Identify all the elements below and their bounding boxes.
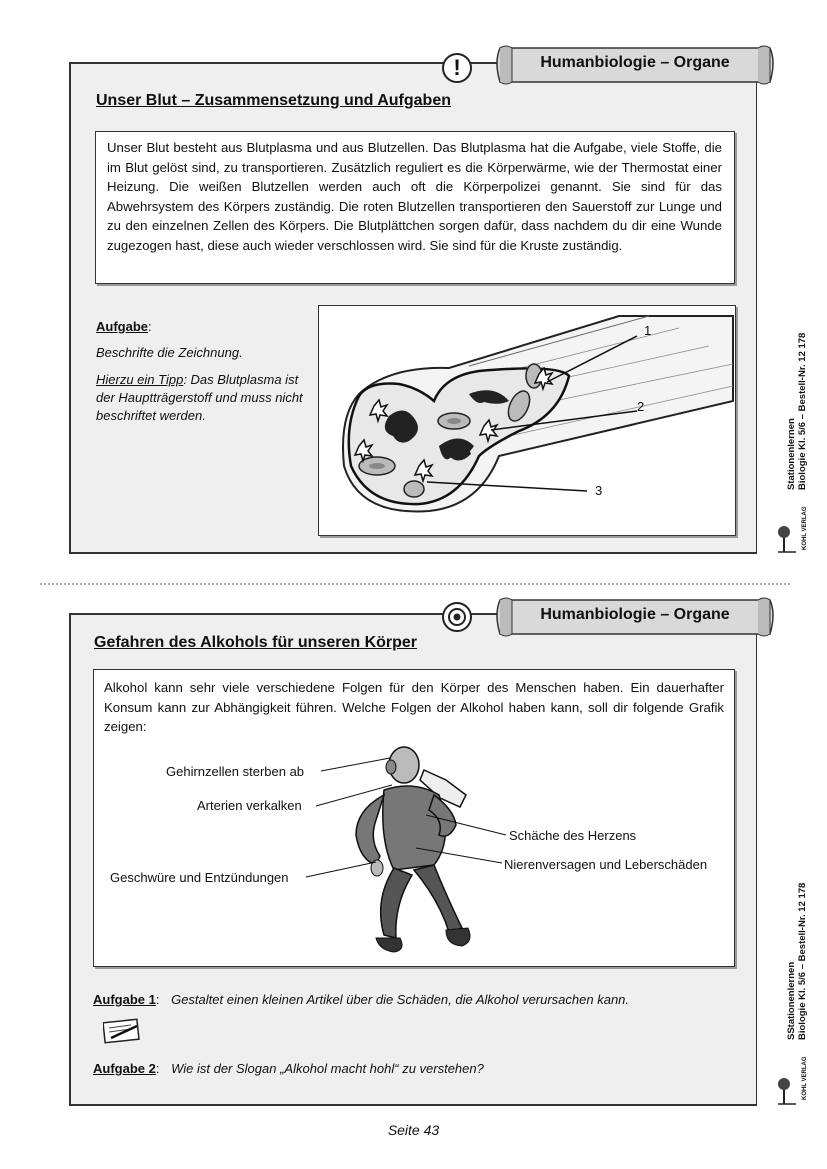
page-divider <box>40 583 790 585</box>
label-ulcers: Geschwüre und Entzündungen <box>110 870 289 885</box>
publisher-name-1: KOHL VERLAG <box>802 506 808 550</box>
publisher-logo-1 <box>776 522 802 556</box>
section-title-blood: Unser Blut – Zusammensetzung und Aufgaben <box>96 92 451 109</box>
blood-paragraph: Unser Blut besteht aus Blutplasma und aus Blutzellen. Das Blutplasma hat die Aufgabe, viele Stoffe, die im Blut gelöst sind, zu transportieren. Zusätzlich reguliert es die Körperwärme, wie der Thermostat einer Heizung. Die weißen Blutzellen werden auch oft die Körperpolizei genannt. Sie sind für das Abwehrsystem des Körpers zuständig. Die roten Blutzellen transportieren den Sauerstoff zur Lunge und zu den einzelnen Zellen des Körpers. Die Blutplättchen sorgen dafür, dass nachdem du dir eine Wunde zugezogen hast, diese auch wieder verschlossen wird. Sie sind für die Kruste zuständig. <box>107 140 722 253</box>
tip-text: Hierzu ein Tipp: Das Blutplasma ist der Hauptträgerstoff und muss nicht beschriftet werden. <box>96 372 303 423</box>
alcohol-graphic-box <box>93 669 735 967</box>
task-heading: Aufgabe: <box>96 319 152 334</box>
section-title-alcohol: Gefahren des Alkohols für unseren Körper <box>94 634 418 651</box>
task-2-text: Wie ist der Slogan „Alkohol macht hohl“ zu verstehen? <box>171 1061 484 1076</box>
label-brain: Gehirnzellen sterben ab <box>166 764 305 779</box>
banner-title: Humanbiologie – Organe <box>540 54 730 71</box>
exclamation-icon: ! <box>442 53 472 83</box>
sidebar-info-1: Stationenlernen Biologie Kl. 5/6 – Bestell-Nr. 12 178 <box>786 332 808 490</box>
task-1-text: Gestaltet einen kleinen Artikel über die Schäden, die Alkohol verursachen kann. <box>171 992 630 1007</box>
figure-label-3: 3 <box>595 483 603 498</box>
task-label: Aufgabe <box>96 319 148 334</box>
publisher-logo-2 <box>776 1074 802 1108</box>
label-heart: Schäche des Herzens <box>509 828 637 843</box>
task-text: Beschrifte die Zeichnung. <box>96 345 243 360</box>
task-1-label: Aufgabe 1 <box>93 992 156 1007</box>
blood-vessel-drawing <box>319 306 735 535</box>
writing-icon <box>103 1018 141 1044</box>
topic-banner-1 <box>492 42 778 88</box>
task-1: Aufgabe 1: Gestaltet einen kleinen Artikel über die Schäden, die Alkohol verursachen kann. <box>93 992 630 1007</box>
page-number: Seite 43 <box>387 1122 440 1138</box>
topic-banner-2 <box>492 594 778 640</box>
figure-label-1: 1 <box>644 323 652 338</box>
banner-title: Humanbiologie – Organe <box>540 606 730 623</box>
sidebar-info-2: SStationenlernen Biologie Kl. 5/6 – Bestell-Nr. 12 178 <box>786 882 808 1040</box>
figure-label-2: 2 <box>637 399 645 414</box>
label-arteries: Arterien verkalken <box>197 798 302 813</box>
target-icon <box>442 602 472 632</box>
task-2: Aufgabe 2: Wie ist der Slogan „Alkohol macht hohl“ zu verstehen? <box>93 1061 484 1076</box>
task-2-label: Aufgabe 2 <box>93 1061 156 1076</box>
publisher-name-2: KOHL VERLAG <box>802 1056 808 1100</box>
label-kidney: Nierenversagen und Leberschäden <box>504 857 708 872</box>
drinking-man-drawing <box>94 670 734 966</box>
blood-vessel-figure <box>318 305 736 536</box>
alcohol-paragraph: Alkohol kann sehr viele verschiedene Folgen für den Körper des Menschen haben. Ein dauerhafter Konsum kann zur Abhängigkeit führen. Welche Folgen der Alkohol haben kann, soll dir folgende Grafik zeigen: <box>104 680 724 735</box>
tip-label: Hierzu ein Tipp <box>96 372 184 387</box>
